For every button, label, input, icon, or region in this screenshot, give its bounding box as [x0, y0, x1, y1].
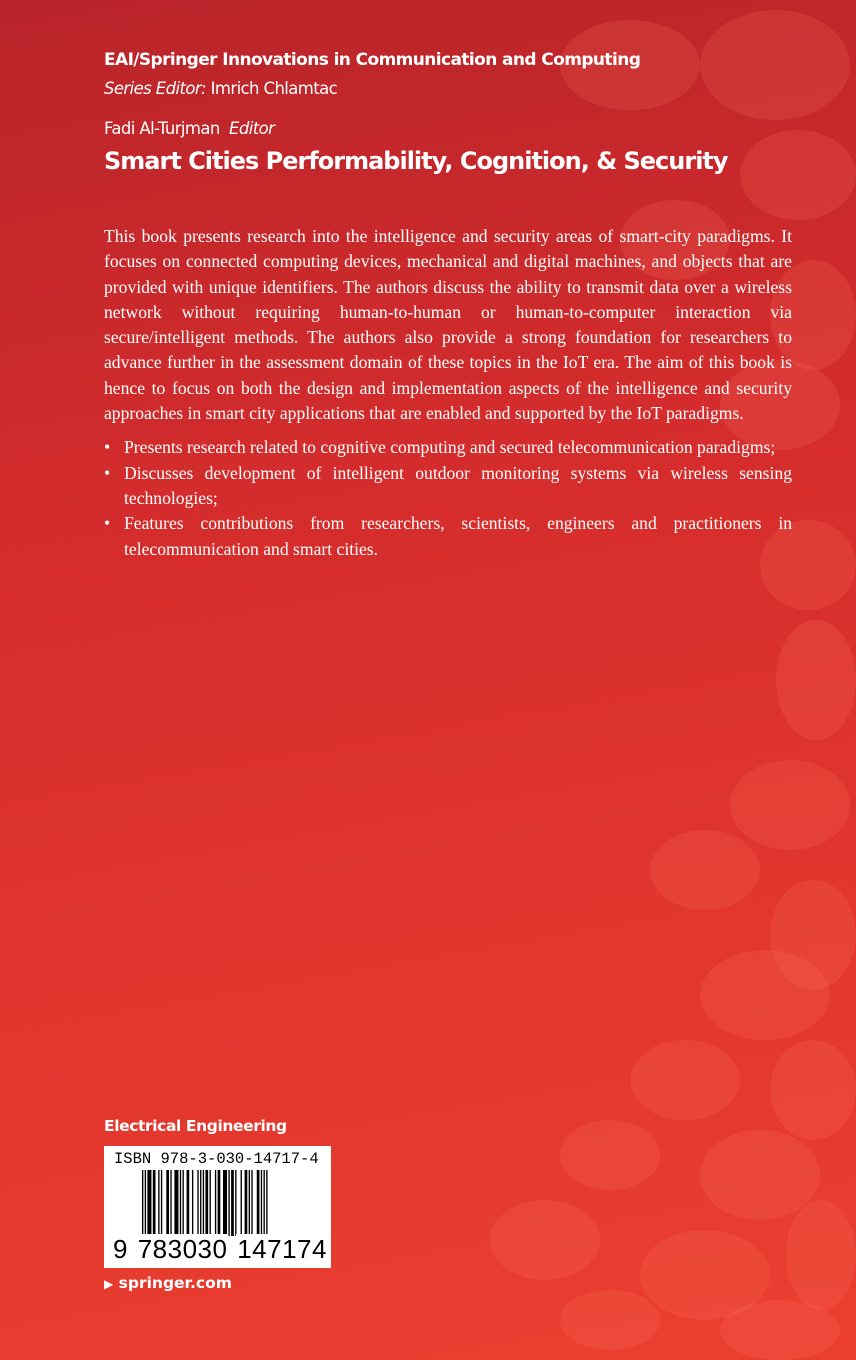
book-title: Smart Cities Performability, Cognition, & Security: [104, 147, 728, 175]
barcode-bar: [180, 1170, 181, 1236]
author-name: Fadi Al-Turjman: [104, 119, 220, 138]
bubble-shape: [770, 880, 856, 990]
barcode-digits-left: 783030: [137, 1234, 228, 1264]
bubble-shape: [490, 1200, 600, 1280]
bubble-shape: [786, 1200, 856, 1310]
bubble-shape: [650, 830, 760, 910]
subject-category: Electrical Engineering: [104, 1117, 287, 1135]
barcode-bar: [228, 1170, 229, 1236]
bubble-shape: [740, 130, 856, 220]
barcode-bar: [187, 1170, 190, 1236]
list-item: • Presents research related to cognitive computing and secured telecommunication paradigms;: [104, 435, 792, 460]
bubble-shape: [560, 1290, 660, 1350]
barcode-bar: [210, 1170, 211, 1236]
barcode-bar: [161, 1170, 162, 1236]
barcode-bar: [147, 1170, 151, 1236]
barcode-bar: [241, 1170, 242, 1236]
barcode-bar: [257, 1170, 260, 1236]
barcode-bar: [249, 1170, 250, 1236]
book-description: [104, 224, 792, 562]
barcode-bar: [158, 1170, 159, 1236]
website-text: springer.com: [118, 1274, 232, 1292]
bubble-shape: [776, 620, 856, 740]
bubble-shape: [640, 1230, 770, 1320]
series-editor: [104, 79, 337, 98]
barcode-bar: [261, 1170, 262, 1236]
barcode-bar: [170, 1170, 171, 1236]
bubble-shape: [700, 950, 830, 1040]
series-editor-name: Imrich Chlamtac: [210, 79, 338, 98]
barcode-bar: [205, 1170, 208, 1236]
barcode-digits-right: 147174: [237, 1234, 327, 1264]
bubble-shape: [770, 1040, 856, 1140]
barcode-bar: [166, 1170, 169, 1236]
barcode-bar: [203, 1170, 204, 1236]
barcode-bar: [231, 1170, 234, 1236]
feature-list: [104, 435, 792, 561]
barcode-bar: [174, 1170, 178, 1236]
barcode-digit-prefix: 9: [113, 1234, 128, 1264]
bubble-shape: [700, 10, 850, 120]
play-triangle-icon: ▶: [104, 1277, 114, 1291]
barcode-digits: [112, 1234, 328, 1265]
barcode-bar: [183, 1170, 184, 1236]
bubble-shape: [560, 1120, 660, 1190]
list-item: • Features contributions from researchers, scientists, engineers and practitioners in telecommunication and smart cities.: [104, 511, 792, 562]
bubble-shape: [700, 1130, 820, 1220]
barcode-bar: [218, 1170, 221, 1236]
description-paragraph: This book presents research into the intelligence and security areas of smart-city paradigms. It focuses on connected computing devices, mechanical and digital machines, and objects that are provided with unique identifiers. The authors discuss the ability to transmit data over a wireless network without requiring human-to-human or human-to-computer interaction via secure/intelligent methods. The authors also provide a strong foundation for researchers to advance further in the assessment domain of these topics in the IoT era. The aim of this book is hence to focus on both the design and implementation aspects of the intelligence and security approaches in smart city applications that are enabled and supported by the IoT paradigms.: [104, 226, 792, 424]
barcode-bar: [215, 1170, 216, 1236]
isbn-text: ISBN 978-3-030-14717-4: [114, 1150, 319, 1168]
series-title: EAI/Springer Innovations in Communication and Computing: [104, 50, 641, 70]
barcode-bar: [235, 1170, 236, 1236]
website-link[interactable]: [104, 1274, 232, 1292]
bubble-shape: [630, 1040, 740, 1120]
barcode-bar: [223, 1170, 227, 1236]
barcode-bar: [153, 1170, 156, 1236]
bubble-shape: [720, 1300, 840, 1360]
barcode-bar: [245, 1170, 248, 1236]
barcode-bar: [197, 1170, 198, 1236]
barcode-bar: [251, 1170, 252, 1236]
isbn-barcode: [104, 1146, 331, 1268]
series-editor-label: Series Editor:: [104, 79, 206, 98]
author-role: Editor: [229, 119, 275, 138]
barcode-bar: [192, 1170, 193, 1236]
barcode-bar: [200, 1170, 201, 1236]
bubble-shape: [730, 760, 850, 850]
book-editor: [104, 119, 274, 138]
list-item: • Discusses development of intelligent outdoor monitoring systems via wireless sensing technologies;: [104, 461, 792, 512]
